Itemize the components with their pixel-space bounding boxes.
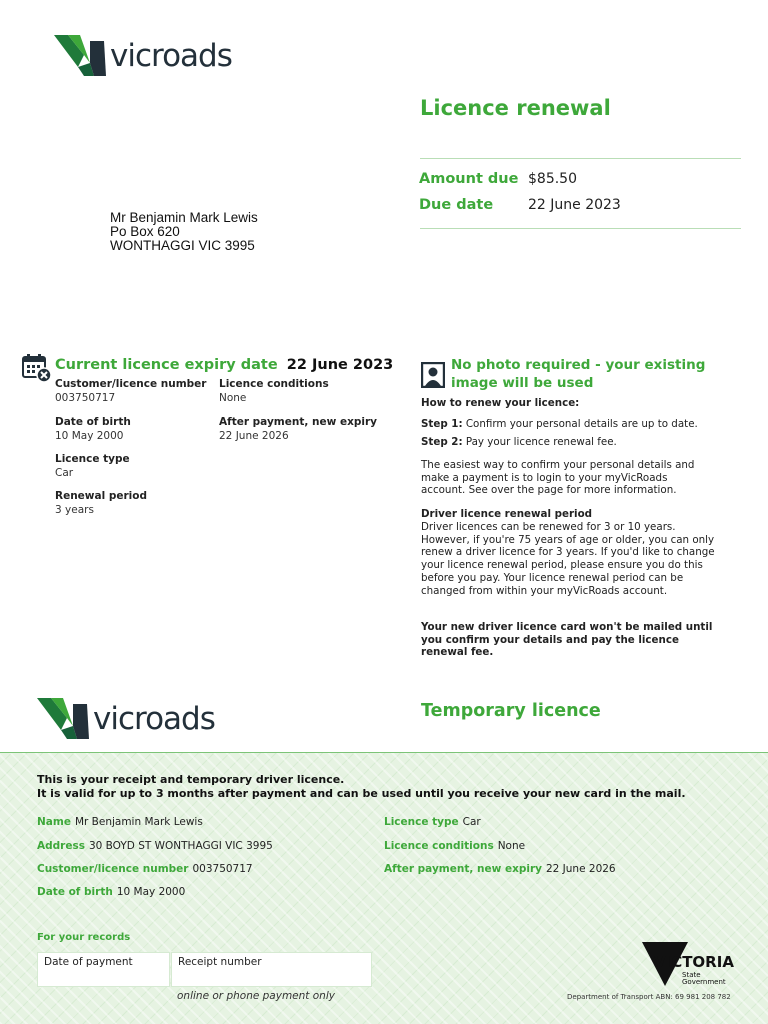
vicroads-logo-text: vicroads [93,701,215,737]
receipt-customer-field [37,863,253,875]
date-of-birth-value: 10 May 2000 [55,430,124,442]
amount-due-row [419,171,577,187]
date-of-birth-field [55,415,131,444]
licence-conditions-field [219,377,329,406]
receipt-name-value: Mr Benjamin Mark Lewis [74,816,203,828]
licence-type-value: Car [55,467,74,479]
receipt-intro-line1: This is your receipt and temporary driver licence. [37,773,345,786]
renewal-period-value: 3 years [55,504,94,516]
vicroads-logo-secondary [37,696,237,742]
date-of-payment-box [37,952,170,987]
renewal-period-heading: Driver licence renewal period [421,508,593,520]
licence-type-label: Licence type [55,453,130,465]
receipt-number-box [171,952,372,987]
vicroads-logo-mark-icon [37,696,93,740]
receipt-dob-value: 10 May 2000 [116,886,186,898]
licence-type-field [55,452,130,481]
victoria-logo-government: Government [682,978,726,986]
vicroads-logo [54,33,254,79]
step-2-text: Pay your licence renewal fee. [462,436,617,448]
step-2 [421,436,721,449]
recipient-address-line2: WONTHAGGI VIC 3995 [110,238,255,253]
myvicroads-paragraph: The easiest way to confirm your personal details and make a payment is to login to your myVicRoads account. See over the page for more information. [421,459,695,497]
due-date-label: Due date [419,197,494,213]
renewal-period-paragraph: Driver licences can be renewed for 3 or 10 years. However, if you're 75 years of age or older, you can only renew a driver licence for 3 years. If you'd like to change your licence renewal period, please ensure you do this before you pay. Your licence renewal period can be changed from within your myVicRoads account. [421,521,715,597]
receipt-type-field [384,816,481,828]
vicroads-logo-text: vicroads [110,38,232,74]
header-divider-top [420,158,741,159]
receipt-conditions-label: Licence conditions [384,840,494,852]
receipt-new-expiry-field [384,863,616,875]
victoria-logo-state: State [682,971,701,979]
current-expiry-label: Current licence expiry date [55,357,278,373]
receipt-customer-label: Customer/licence number [37,863,189,875]
receipt-address-field [37,840,273,852]
step-1-text: Confirm your personal details are up to date. [462,418,698,430]
no-photo-heading: No photo required - your existing image will be used [451,357,706,391]
for-your-records-label: For your records [37,932,131,943]
new-expiry-field [219,415,377,444]
receipt-dob-label: Date of birth [37,886,113,898]
amount-due-value: $85.50 [528,171,577,187]
due-date-value: 22 June 2023 [528,197,621,213]
temporary-licence-title: Temporary licence [421,701,601,721]
receipt-new-expiry-value: 22 June 2026 [545,863,616,875]
receipt-dob-field [37,886,185,898]
step-1 [421,418,721,431]
customer-number-value: 003750717 [55,392,116,404]
recipient-address-line1: Po Box 620 [110,224,180,239]
department-abn: Department of Transport ABN: 69 981 208 782 [567,993,731,1001]
recipient-address [110,211,258,253]
renewal-period-field [55,489,147,518]
receipt-new-expiry-label: After payment, new expiry [384,863,542,875]
receipt-address-label: Address [37,840,85,852]
licence-conditions-label: Licence conditions [219,378,329,390]
online-payment-note: online or phone payment only [177,990,335,1002]
calendar-cancel-icon [22,353,52,383]
vicroads-logo-mark-icon [54,33,110,77]
receipt-intro-line2: It is valid for up to 3 months after payment and can be used until you receive your new card in the mail. [37,787,686,800]
receipt-address-value: 30 BOYD ST WONTHAGGI VIC 3995 [88,840,273,852]
renewal-period-label: Renewal period [55,490,147,502]
step-1-label: Step 1: [421,418,463,430]
new-expiry-value: 22 June 2026 [219,430,289,442]
amount-due-label: Amount due [419,171,519,187]
date-of-payment-label: Date of payment [44,956,133,968]
victoria-state-government-logo [640,940,736,990]
date-of-birth-label: Date of birth [55,416,131,428]
mailing-warning: Your new driver licence card won't be mailed until you confirm your details and pay the licence renewal fee. [421,621,713,659]
how-to-renew-heading: How to renew your licence: [421,397,580,409]
licence-conditions-value: None [219,392,247,404]
receipt-intro [37,773,686,801]
receipt-customer-value: 003750717 [192,863,253,875]
customer-number-label: Customer/licence number [55,378,207,390]
header-divider-bottom [420,228,741,229]
receipt-conditions-field [384,840,525,852]
current-expiry-heading [55,357,393,373]
step-2-label: Step 2: [421,436,463,448]
customer-number-field [55,377,206,406]
receipt-conditions-value: None [497,840,526,852]
receipt-name-label: Name [37,816,71,828]
receipt-type-label: Licence type [384,816,459,828]
photo-portrait-icon [421,362,445,388]
victoria-logo-wordmark: VICTORIA [654,953,734,971]
receipt-type-value: Car [462,816,481,828]
receipt-name-field [37,816,203,828]
due-date-row [419,197,621,213]
receipt-number-label: Receipt number [178,956,262,968]
page-title: Licence renewal [420,96,611,120]
new-expiry-label: After payment, new expiry [219,416,377,428]
current-expiry-value: 22 June 2023 [286,357,394,373]
recipient-name: Mr Benjamin Mark Lewis [110,210,258,225]
